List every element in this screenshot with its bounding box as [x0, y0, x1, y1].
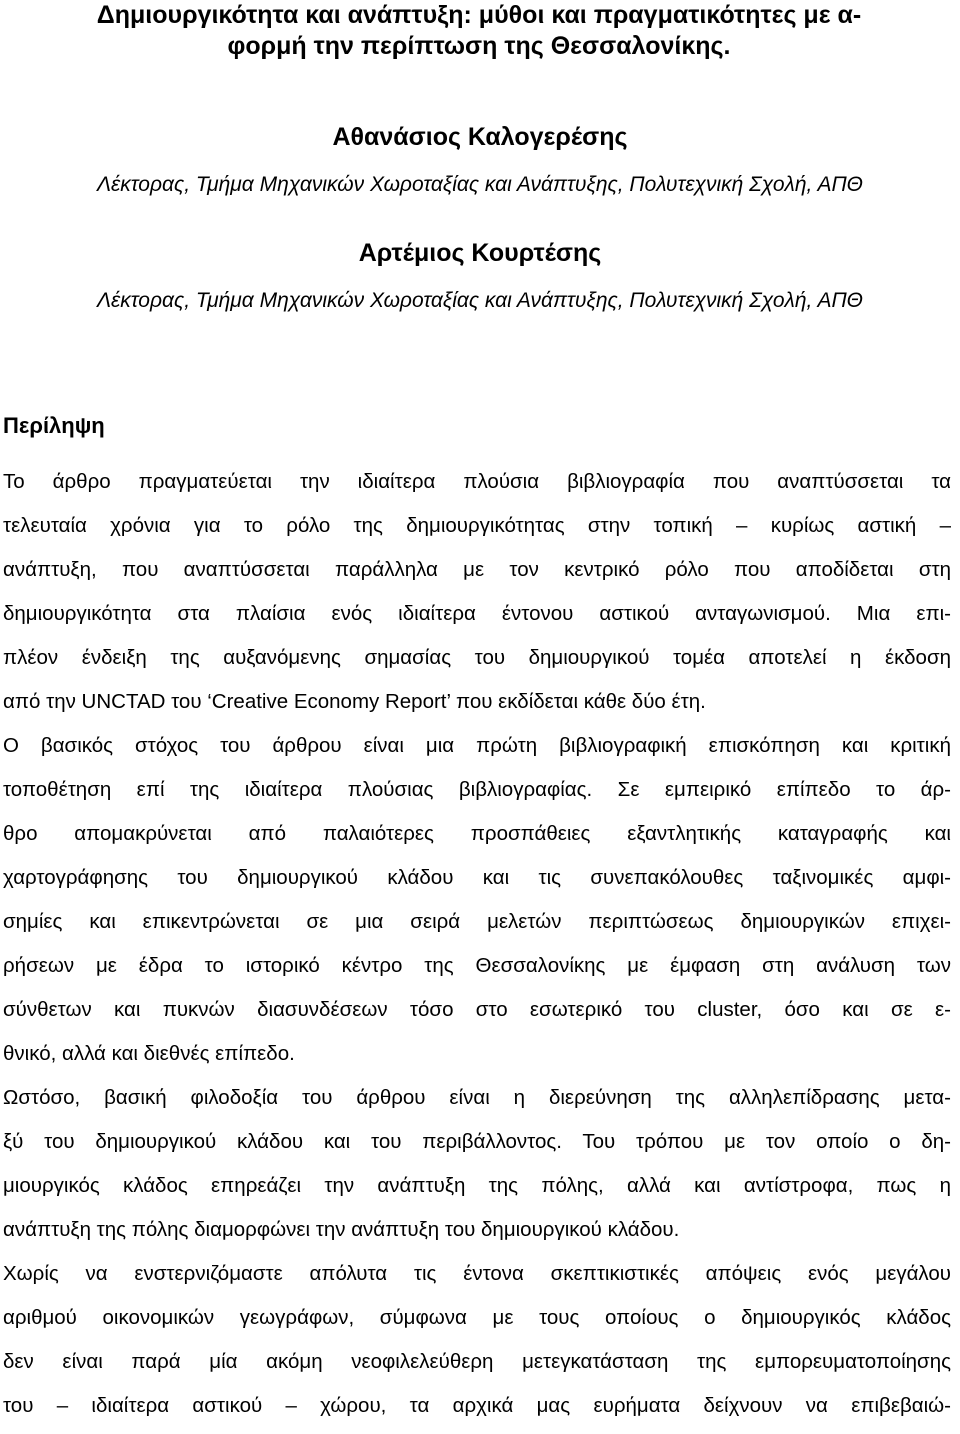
paper-title-line-2: φορμή την περίπτωση της Θεσσαλονίκης. [227, 32, 731, 60]
paper-title [0, 0, 960, 62]
text-line: Ωστόσο, βασική φιλοδοξία του άρθρου είναι η διερεύνηση της αλληλεπίδρασης μετα- [3, 1086, 951, 1109]
abstract-paragraph-1 [0, 460, 954, 724]
abstract-body [0, 460, 954, 1428]
text-line: μιουργικός κλάδος επηρεάζει την ανάπτυξη της πόλης, αλλά και αντίστροφα, πως η [3, 1174, 951, 1197]
text-line: δεν είναι παρά μία ακόμη νεοφιλελεύθερη μετεγκατάσταση της εμπορευματοποίησης [3, 1350, 951, 1373]
text-line: τοποθέτηση επί της ιδιαίτερα πλούσιας βιβλιογραφίας. Σε εμπειρικό επίπεδο το άρ- [3, 778, 951, 801]
text-line: αριθμού οικονομικών γεωγράφων, σύμφωνα με τους οποίους ο δημιουργικός κλάδος [3, 1306, 951, 1329]
author-block-1 [0, 122, 960, 200]
text-line: θρο απομακρύνεται από παλαιότερες προσπάθειες εξαντλητικής καταγραφής και [3, 822, 951, 845]
author-block-2 [0, 238, 960, 316]
author-affiliation: Λέκτορας, Τμήμα Μηχανικών Χωροταξίας και Ανάπτυξης, Πολυτεχνική Σχολή, ΑΠΘ [97, 173, 863, 196]
text-line: σύνθετων και πυκνών διασυνδέσεων τόσο στο εσωτερικό του cluster, όσο και σε ε- [3, 998, 951, 1021]
text-line: σημίες και επικεντρώνεται σε μια σειρά μελετών περιπτώσεως δημιουργικών επιχει- [3, 910, 951, 933]
abstract-paragraph-2 [0, 724, 954, 1076]
text-line: από την UNCTAD του ‘Creative Economy Report’ που εκδίδεται κάθε δύο έτη. [3, 690, 706, 713]
text-line: του – ιδιαίτερα αστικού – χώρου, τα αρχικά μας ευρήματα δείχνουν να επιβεβαιώ- [3, 1394, 951, 1417]
abstract-paragraph-4 [0, 1252, 954, 1428]
author-affiliation: Λέκτορας, Τμήμα Μηχανικών Χωροταξίας και Ανάπτυξης, Πολυτεχνική Σχολή, ΑΠΘ [97, 289, 863, 312]
text-line: Ο βασικός στόχος του άρθρου είναι μια πρώτη βιβλιογραφική επισκόπηση και κριτική [3, 734, 951, 757]
paper-title-line-1: Δημιουργικότητα και ανάπτυξη: μύθοι και πραγματικότητες με α- [96, 1, 862, 29]
text-line: θνικό, αλλά και διεθνές επίπεδο. [3, 1042, 295, 1065]
text-line: δημιουργικότητα στα πλαίσια ενός ιδιαίτερα έντονου αστικού ανταγωνισμού. Μια επι- [3, 602, 951, 625]
text-line: τελευταία χρόνια για το ρόλο της δημιουργικότητας στην τοπική – κυρίως αστική – [3, 514, 951, 537]
abstract-paragraph-3 [0, 1076, 954, 1252]
text-line: Το άρθρο πραγματεύεται την ιδιαίτερα πλούσια βιβλιογραφία που αναπτύσσεται τα [3, 470, 951, 493]
abstract-heading: Περίληψη [3, 413, 105, 438]
text-line: ρήσεων με έδρα το ιστορικό κέντρο της Θεσσαλονίκης με έμφαση στη ανάλυση των [3, 954, 951, 977]
text-line: πλέον ένδειξη της αυξανόμενης σημασίας του δημιουργικού τομέα αποτελεί η έκδοση [3, 646, 951, 669]
text-line: ανάπτυξη, που αναπτύσσεται παράλληλα με τον κεντρικό ρόλο που αποδίδεται στη [3, 558, 951, 581]
text-line: ανάπτυξη της πόλης διαμορφώνει την ανάπτυξη του δημιουργικού κλάδου. [3, 1218, 680, 1241]
text-line: χαρτογράφησης του δημιουργικού κλάδου και τις συνεπακόλουθες ταξινομικές αμφι- [3, 866, 951, 889]
text-line: Χωρίς να ενστερνιζόμαστε απόλυτα τις έντονα σκεπτικιστικές απόψεις ενός μεγάλου [3, 1262, 951, 1285]
text-line: ξύ του δημιουργικού κλάδου και του περιβάλλοντος. Του τρόπου με τον οποίο ο δη- [3, 1130, 951, 1153]
author-name: Αθανάσιος Καλογερέσης [332, 123, 628, 151]
author-name: Αρτέμιος Κουρτέσης [358, 239, 602, 267]
